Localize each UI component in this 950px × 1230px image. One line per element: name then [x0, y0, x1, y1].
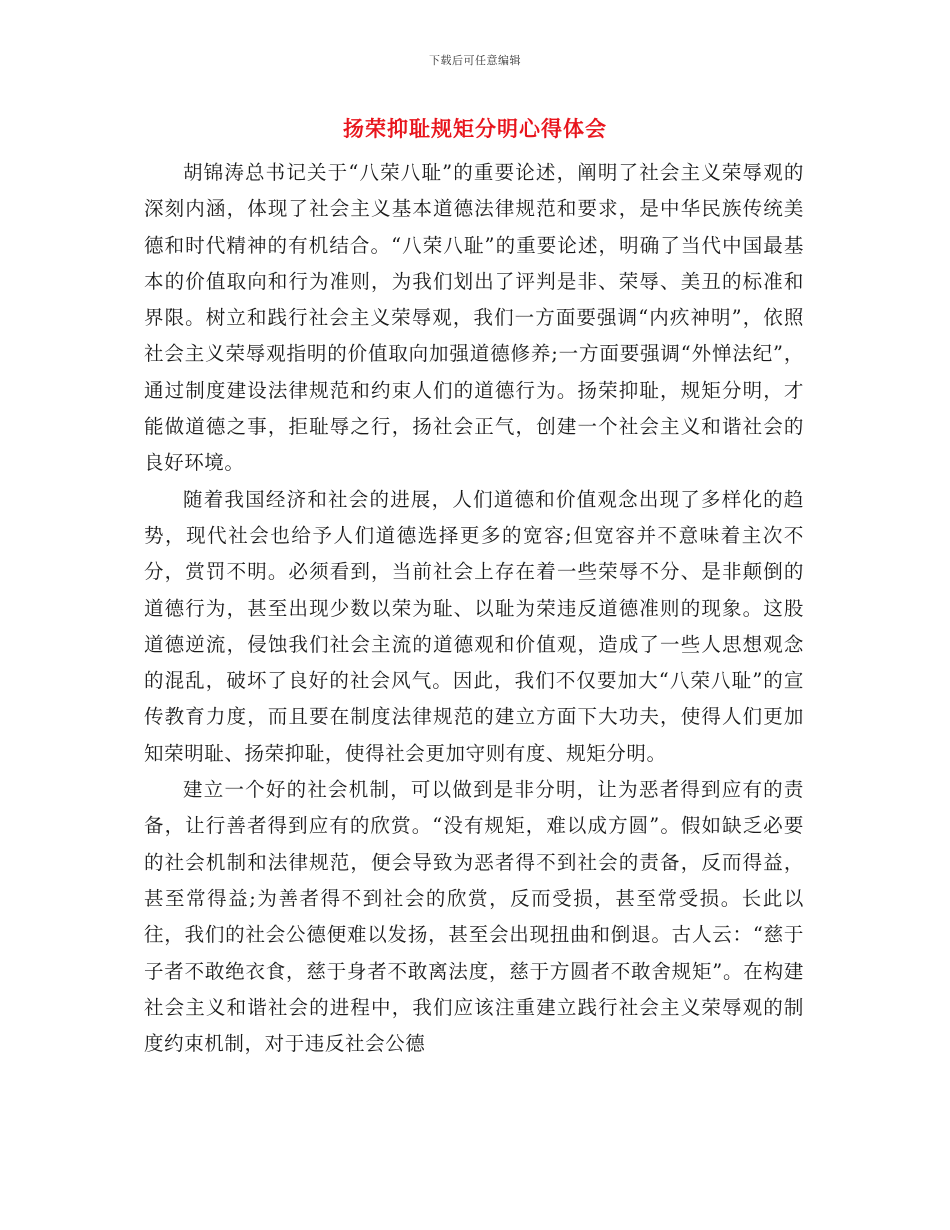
paragraph-2: 随着我国经济和社会的进展，人们道德和价值观念出现了多样化的趋势，现代社会也给予人们道德选择更多的宽容;但宽容并不意味着主次不分，赏罚不明。必须看到，当前社会上存在着一些荣辱不分、是非颠倒的道德行为，甚至出现少数以荣为耻、以耻为荣违反道德准则的现象。这股道德逆流，侵蚀我们社会主流的道德观和价值观，造成了一些人思想观念的混乱，破坏了良好的社会风气。因此，我们不仅要加大“八荣八耻”的宣传教育力度，而且要在制度法律规范的建立方面下大功夫，使得人们更加知荣明耻、扬荣抑耻，使得社会更加守则有度、规矩分明。: [144, 487, 804, 765]
paragraph-1: 胡锦涛总书记关于“八荣八耻”的重要论述，阐明了社会主义荣辱观的深刻内涵，体现了社会主义基本道德法律规范和要求，是中华民族传统美德和时代精神的有机结合。“八荣八耻”的重要论述，明确了当代中国最基本的价值取向和行为准则，为我们划出了评判是非、荣辱、美丑的标准和界限。树立和践行社会主义荣辱观，我们一方面要强调“内疚神明”，依照社会主义荣辱观指明的价值取向加强道德修养;一方面要强调“外惮法纪”，通过制度建设法律规范和约束人们的道德行为。扬荣抑耻，规矩分明，才能做道德之事，拒耻辱之行，扬社会正气，创建一个社会主义和谐社会的良好环境。: [144, 161, 804, 475]
paragraph-3: 建立一个好的社会机制，可以做到是非分明，让为恶者得到应有的责备，让行善者得到应有的欣赏。“没有规矩，难以成方圆”。假如缺乏必要的社会机制和法律规范，便会导致为恶者得不到社会的责备，反而得益，甚至常得益;为善者得不到社会的欣赏，反而受损，甚至常受损。长此以往，我们的社会公德便难以发扬，甚至会出现扭曲和倒退。古人云：“慈于子者不敢绝衣食，慈于身者不敢离法度，慈于方圆者不敢舍规矩”。在构建社会主义和谐社会的进程中，我们应该注重建立践行社会主义荣辱观的制度约束机制，对于违反社会公德: [144, 778, 804, 1056]
document-title: 扬荣抑耻规矩分明心得体会: [343, 117, 607, 141]
header-note: 下载后可任意编辑: [429, 54, 521, 67]
document-body: [144, 155, 804, 1062]
